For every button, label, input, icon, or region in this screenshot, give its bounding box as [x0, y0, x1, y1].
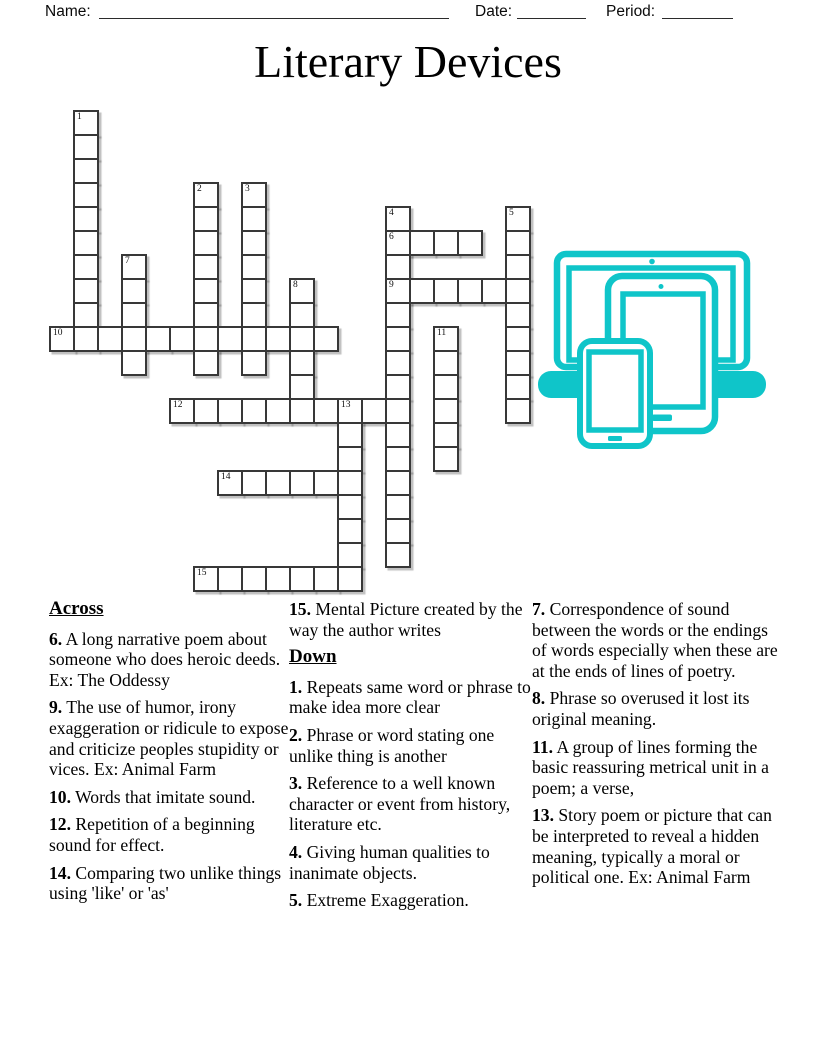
grid-cell: [73, 110, 99, 136]
cell-number: 8: [293, 280, 298, 290]
grid-cell: [169, 326, 195, 352]
grid-cell: [241, 326, 267, 352]
clues-column-across: [49, 599, 297, 911]
grid-cell: [337, 518, 363, 544]
grid-cell: [265, 398, 291, 424]
cell-number: 2: [197, 184, 202, 194]
grid-cell: [505, 278, 531, 304]
grid-cell: [385, 326, 411, 352]
grid-cell: [337, 470, 363, 496]
grid-cell: [241, 470, 267, 496]
grid-cell: [289, 566, 315, 592]
cell-number: 3: [245, 184, 250, 194]
grid-cell: [505, 206, 531, 232]
clue-item-11: 11. A group of lines forming the basic reassuring metrical unit in a poem; a verse,: [532, 736, 769, 798]
grid-cell: [73, 158, 99, 184]
grid-cell: [313, 470, 339, 496]
grid-cell: [73, 134, 99, 160]
grid-cell: [265, 326, 291, 352]
clue-number: 12.: [49, 814, 71, 835]
grid-cell: [289, 374, 315, 400]
grid-cell: [337, 398, 363, 424]
grid-cell: [241, 182, 267, 208]
grid-cell: [385, 542, 411, 568]
cell-number: 7: [125, 256, 130, 266]
grid-cell: [97, 326, 123, 352]
grid-cell: [217, 326, 243, 352]
home-button: [608, 436, 622, 441]
grid-cell: [217, 398, 243, 424]
grid-cell: [385, 278, 411, 304]
grid-cell: [505, 302, 531, 328]
grid-cell: [433, 446, 459, 472]
clue-heading-across: Across: [49, 598, 104, 619]
grid-cell: [193, 350, 219, 376]
grid-cell: [433, 278, 459, 304]
grid-cell: [385, 422, 411, 448]
grid-cell: [265, 470, 291, 496]
grid-cell: [145, 326, 171, 352]
clue-number: 14.: [49, 862, 71, 883]
cell-number: 1: [77, 112, 82, 122]
home-button: [652, 415, 672, 422]
grid-cell: [73, 254, 99, 280]
name-label: Name:: [45, 3, 91, 20]
grid-cell: [217, 566, 243, 592]
grid-cell: [433, 350, 459, 376]
grid-cell: [49, 326, 75, 352]
cell-number: 15: [197, 568, 207, 578]
clue-item-8: 8. Phrase so overused it lost its original meaning.: [532, 688, 750, 729]
grid-cell: [193, 398, 219, 424]
clue-number: 5.: [289, 890, 303, 911]
clue-number: 3.: [289, 773, 303, 794]
clue-item-4: 4. Giving human qualities to inanimate objects.: [289, 841, 490, 883]
camera-dot-icon: [659, 284, 664, 289]
cell-number: 4: [389, 208, 394, 218]
clue-number: 9.: [49, 697, 63, 718]
clue-heading-down: Down: [289, 646, 337, 668]
grid-cell: [241, 206, 267, 232]
grid-cell: [313, 398, 339, 424]
grid-cell: [265, 566, 291, 592]
clue-number: 10.: [49, 786, 71, 807]
grid-cell: [121, 302, 147, 328]
cell-number: 6: [389, 232, 394, 242]
grid-cell: [241, 302, 267, 328]
page-title: Literary Devices: [254, 36, 562, 87]
clue-number: 8.: [532, 688, 546, 709]
grid-cell: [385, 206, 411, 232]
clue-item-3: 3. Reference to a well known character or event from history, literature etc.: [289, 773, 511, 835]
cell-number: 12: [173, 400, 183, 410]
cell-number: 10: [53, 328, 63, 338]
grid-cell: [385, 494, 411, 520]
grid-cell: [457, 230, 483, 256]
grid-cell: [505, 398, 531, 424]
clue-item-1: 1. Repeats same word or phrase to make idea more clear: [289, 676, 531, 718]
grid-cell: [433, 422, 459, 448]
clue-item-6: 6. A long narrative poem about someone who does heroic deeds. Ex: The Oddessy: [49, 628, 281, 690]
grid-cell: [289, 398, 315, 424]
clue-item-10: 10. Words that imitate sound.: [49, 786, 256, 807]
clue-item-2: 2. Phrase or word stating one unlike thing is another: [289, 724, 495, 766]
clues-column-middle: [289, 599, 537, 918]
grid-cell: [241, 398, 267, 424]
grid-cell: [289, 278, 315, 304]
grid-cell: [505, 326, 531, 352]
grid-cell: [169, 398, 195, 424]
grid-cell: [409, 230, 435, 256]
grid-cell: [337, 446, 363, 472]
grid-cell: [433, 398, 459, 424]
grid-cell: [73, 278, 99, 304]
grid-cell: [289, 350, 315, 376]
clue-number: 1.: [289, 676, 303, 697]
grid-cell: [505, 254, 531, 280]
grid-cell: [241, 254, 267, 280]
grid-cell: [217, 470, 243, 496]
grid-cell: [385, 518, 411, 544]
grid-cell: [241, 350, 267, 376]
grid-cell: [505, 230, 531, 256]
grid-cell: [193, 566, 219, 592]
grid-cell: [193, 278, 219, 304]
grid-cell: [73, 302, 99, 328]
grid-cell: [313, 326, 339, 352]
grid-cell: [337, 542, 363, 568]
clue-number: 7.: [532, 599, 546, 619]
grid-cell: [73, 182, 99, 208]
grid-cell: [337, 566, 363, 592]
clue-item-12: 12. Repetition of a beginning sound for effect.: [49, 814, 255, 855]
grid-cell: [385, 302, 411, 328]
cell-number: 13: [341, 400, 351, 410]
grid-cell: [241, 278, 267, 304]
grid-cell: [289, 326, 315, 352]
clue-item-7: 7. Correspondence of sound between the words or the endings of words especially when these are at the ends of lines of poetry.: [532, 599, 778, 681]
grid-cell: [337, 494, 363, 520]
camera-dot-icon: [649, 259, 655, 265]
grid-cell: [241, 566, 267, 592]
grid-cell: [121, 326, 147, 352]
grid-cell: [505, 350, 531, 376]
date-label: Date:: [475, 3, 513, 20]
grid-cell: [193, 230, 219, 256]
grid-cell: [121, 350, 147, 376]
grid-cell: [385, 374, 411, 400]
clue-number: 15.: [289, 599, 311, 619]
grid-cell: [73, 230, 99, 256]
grid-cell: [193, 326, 219, 352]
grid-cell: [193, 302, 219, 328]
clue-number: 11.: [532, 736, 554, 757]
cell-number: 5: [509, 208, 514, 218]
clue-item-14: 14. Comparing two unlike things using 'like' or 'as': [49, 862, 282, 904]
grid-cell: [121, 278, 147, 304]
grid-cell: [193, 182, 219, 208]
grid-cell: [289, 302, 315, 328]
grid-cell: [409, 278, 435, 304]
period-label: Period:: [606, 3, 656, 20]
clue-item-13: 13. Story poem or picture that can be interpreted to reveal a hidden meaning, typically a moral or political one. Ex: Animal Farm: [532, 805, 772, 888]
grid-cell: [385, 350, 411, 376]
grid-cell: [433, 374, 459, 400]
cell-number: 9: [389, 280, 394, 290]
devices-illustration: [535, 247, 771, 453]
grid-cell: [361, 398, 387, 424]
grid-cell: [385, 230, 411, 256]
clue-number: 2.: [289, 724, 303, 745]
clue-number: 13.: [532, 805, 554, 826]
grid-cell: [73, 206, 99, 232]
grid-cell: [505, 374, 531, 400]
grid-cell: [481, 278, 507, 304]
grid-cell: [193, 206, 219, 232]
grid-cell: [121, 254, 147, 280]
clue-number: 6.: [49, 628, 63, 649]
clue-number: 4.: [289, 841, 303, 862]
grid-cell: [73, 326, 99, 352]
grid-cell: [385, 398, 411, 424]
clue-item-9: 9. The use of humor, irony exaggeration or ridicule to expose and criticize peoples stupidity or vices. Ex: Animal Farm: [49, 697, 289, 780]
grid-cell: [313, 566, 339, 592]
grid-cell: [337, 422, 363, 448]
grid-cell: [433, 326, 459, 352]
cell-number: 11: [437, 328, 447, 338]
cell-number: 14: [221, 472, 231, 482]
grid-cell: [193, 254, 219, 280]
grid-cell: [385, 446, 411, 472]
clue-item-5: 5. Extreme Exaggeration.: [289, 890, 469, 911]
grid-cell: [457, 278, 483, 304]
clue-item-15: 15. Mental Picture created by the way the author writes: [289, 599, 523, 640]
grid-cell: [241, 230, 267, 256]
grid-cell: [385, 470, 411, 496]
phone-icon: [580, 341, 650, 446]
clues-column-down-cont: [532, 599, 780, 895]
grid-cell: [289, 470, 315, 496]
grid-cell: [433, 230, 459, 256]
grid-cell: [385, 254, 411, 280]
